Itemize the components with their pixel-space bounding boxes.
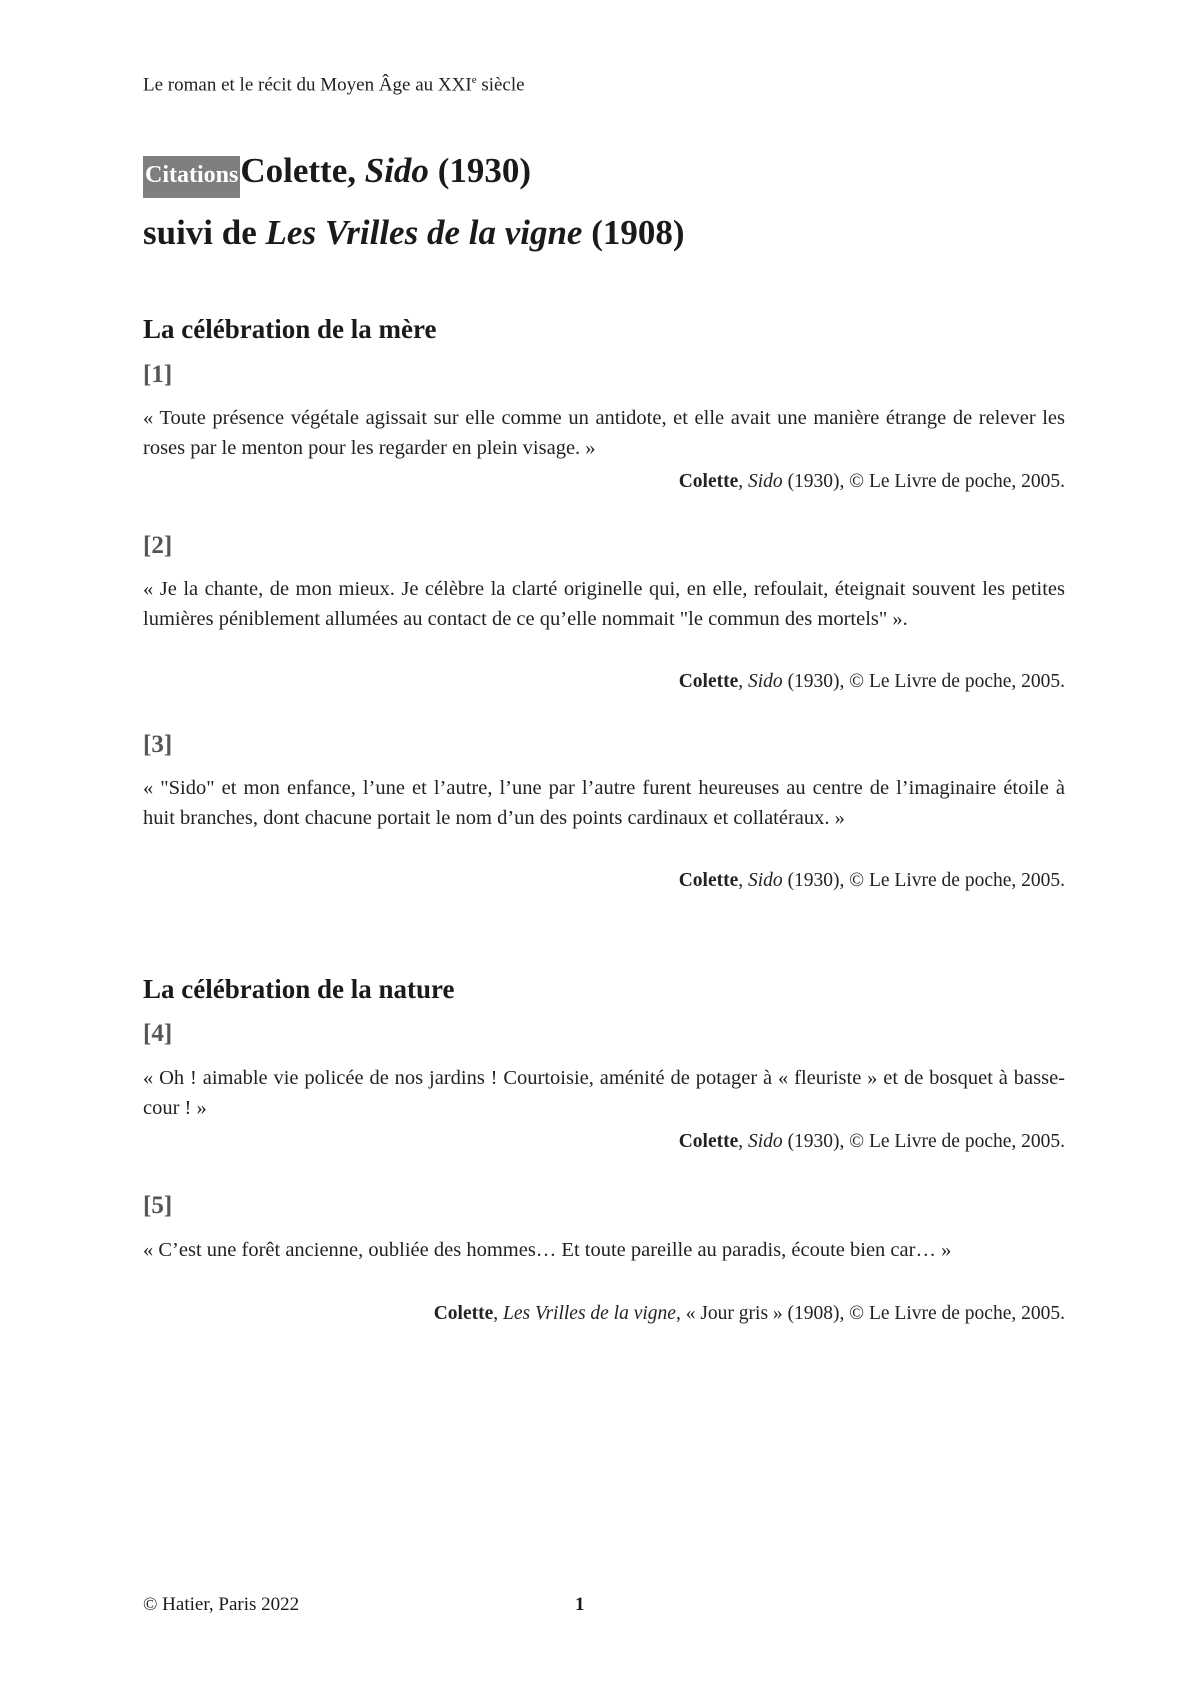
section-heading: La célébration de la mère <box>143 314 437 344</box>
citation-number: [3] <box>143 731 173 758</box>
title-line-1: CitationsColette, Sido (1930) <box>143 142 685 204</box>
running-header: Le roman et le récit du Moyen Âge au XXIe siècle <box>143 74 525 96</box>
citation-source: Colette, Sido (1930), © Le Livre de poche, 2005. <box>678 1131 1065 1152</box>
citation-number: [4] <box>143 1020 173 1047</box>
citation-text: « Toute présence végétale agissait sur elle comme un antidote, et elle avait une manière étrange de relever les roses par le menton pour les regarder en plein visage. » <box>143 407 1065 459</box>
citation-number: [1] <box>143 361 173 388</box>
citation-text: « C’est une forêt ancienne, oubliée des hommes… Et toute pareille au paradis, écoute bien car… » <box>143 1239 952 1261</box>
footer-copyright: © Hatier, Paris 2022 <box>143 1594 300 1615</box>
citation-text: « Je la chante, de mon mieux. Je célèbre la clarté originelle qui, en elle, refoulait, éteignait souvent les petites lumières péniblement allumées au contact de ce qu’elle nommait "le commun des mortels" ». <box>143 578 1065 630</box>
page-number: 1 <box>575 1594 585 1615</box>
citation-number: [2] <box>143 532 173 559</box>
citation-source: Colette, Sido (1930), © Le Livre de poche, 2005. <box>678 471 1065 492</box>
page-title <box>143 142 685 262</box>
document-page <box>143 0 1065 1696</box>
section-heading: La célébration de la nature <box>143 974 455 1004</box>
citation-number: [5] <box>143 1192 173 1219</box>
citation-text: « Oh ! aimable vie policée de nos jardins ! Courtoisie, aménité de potager à « fleuriste » et de bosquet à basse-cour ! » <box>143 1067 1065 1119</box>
citation-text: « "Sido" et mon enfance, l’une et l’autre, l’une par l’autre furent heureuses au centre de l’imaginaire étoile à huit branches, dont chacune portait le nom d’un des points cardinaux et collatéraux. » <box>143 777 1065 829</box>
citation-source: Colette, Sido (1930), © Le Livre de poche, 2005. <box>678 870 1065 891</box>
citation-source: Colette, Les Vrilles de la vigne, « Jour gris » (1908), © Le Livre de poche, 2005. <box>433 1303 1065 1324</box>
citations-tag: Citations <box>143 156 240 198</box>
citation-source: Colette, Sido (1930), © Le Livre de poche, 2005. <box>678 671 1065 692</box>
title-line-2: suivi de Les Vrilles de la vigne (1908) <box>143 213 685 252</box>
